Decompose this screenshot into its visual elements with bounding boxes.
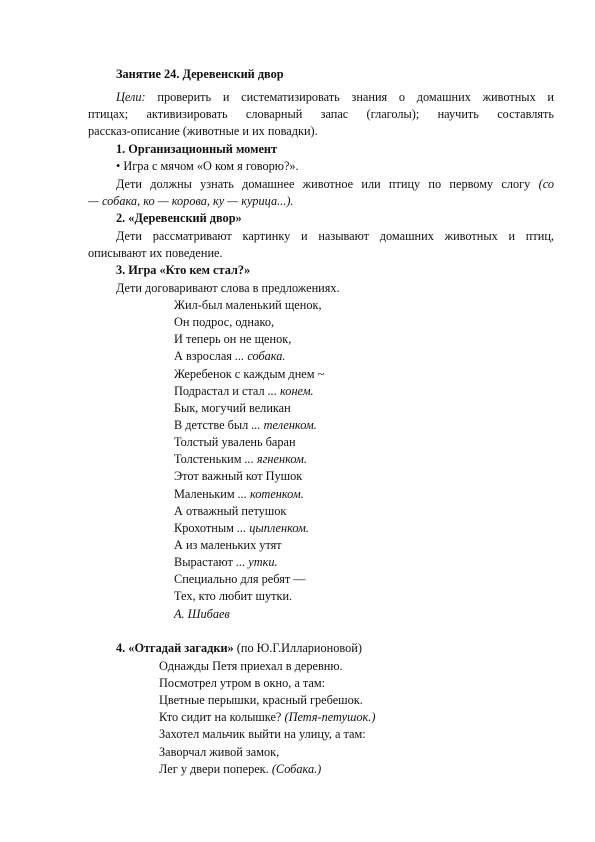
section-3-intro: Дети договаривают слова в предложениях. (116, 281, 340, 295)
poem-line: Толстеньким ... ягненком. (174, 452, 307, 466)
riddle-answer: (Петя-петушок.) (284, 710, 376, 724)
poem-line: А отважный петушок (174, 504, 287, 518)
riddle-answer: (Собака.) (271, 762, 322, 776)
poem-answer: ... теленком. (251, 418, 317, 432)
poem-line: Специально для ребят — (174, 572, 306, 586)
poem-answer: ... утки. (236, 555, 278, 569)
poem-line: Жил-был маленький щенок, (174, 298, 322, 312)
poem-line: Вырастают ... утки. (174, 555, 278, 569)
lesson-title: Занятие 24. Деревенский двор (116, 67, 284, 81)
riddle-line: Однажды Петя приехал в деревню. (159, 659, 343, 673)
poem-answer: ... собака. (235, 349, 286, 363)
goals-line-1: Цели: проверить и систематизировать знания о домашних животных и (116, 90, 555, 104)
poem-answer: ... цыпленком. (236, 521, 309, 535)
riddle-line: Захотел мальчик выйти на улицу, а там: (159, 727, 366, 741)
poem-line: Жеребенок с каждым днем ~ (174, 367, 325, 381)
goals-label: Цели: (116, 90, 146, 104)
poem-answer: ... конем. (267, 384, 314, 398)
poem-answer: ... ягненком. (244, 452, 307, 466)
section-1-examples: — собака, ко — корова, ку — курица...). (88, 194, 294, 208)
goals-line-2: птицах; активизировать словарный запас (глаголы); научить составлять (88, 107, 554, 121)
riddle-line: Кто сидит на колышке? (Петя-петушок.) (159, 710, 376, 724)
section-2-text-2: описывают их поведение. (88, 246, 223, 260)
section-4-heading: 4. «Отгадай загадки» (по Ю.Г.Илларионовой) (116, 641, 362, 655)
poem-line: А из маленьких утят (174, 538, 282, 552)
riddle-line: Посмотрел утром в окно, а там: (159, 676, 326, 690)
goals-line-3: рассказ-описание (животные и их повадки). (88, 124, 318, 138)
section-1-text-1: Дети должны узнать домашнее животное или птицу по первому слогу (со (116, 177, 554, 191)
riddle-line: Цветные перышки, красный гребешок. (159, 693, 363, 707)
poem-line: Крохотным ... цыпленком. (174, 521, 309, 535)
riddle-line: Лег у двери поперек. (Собака.) (159, 762, 322, 776)
section-1-game: • Игра с мячом «О ком я говорю?». (116, 159, 299, 173)
poem-author: А. Шибаев (174, 607, 230, 621)
poem-line: В детстве был ... теленком. (174, 418, 317, 432)
poem-answer: ... котенком. (237, 487, 304, 501)
poem-line: Этот важный кот Пушок (174, 469, 303, 483)
poem-line: Толстый увалень баран (174, 435, 296, 449)
poem-line: И теперь он не щенок, (174, 332, 292, 346)
section-2-heading: 2. «Деревенский двор» (116, 211, 242, 225)
poem-line: А взрослая ... собака. (174, 349, 286, 363)
riddle-line: Заворчал живой замок, (159, 745, 280, 759)
section-1-heading: 1. Организационный момент (116, 142, 278, 156)
poem-line: Тех, кто любит шутки. (174, 589, 293, 603)
poem-line: Бык, могучий великан (174, 401, 291, 415)
poem-line: Маленьким ... котенком. (174, 487, 304, 501)
section-2-text-1: Дети рассматривают картинку и называют домашних животных и птиц, (116, 229, 554, 243)
section-3-heading: 3. Игра «Кто кем стал?» (116, 263, 251, 277)
section-4-source: (по Ю.Г.Илларионовой) (236, 641, 362, 655)
poem-line: Он подрос, однако, (174, 315, 275, 329)
poem-line: Подрастал и стал ... конем. (174, 384, 314, 398)
